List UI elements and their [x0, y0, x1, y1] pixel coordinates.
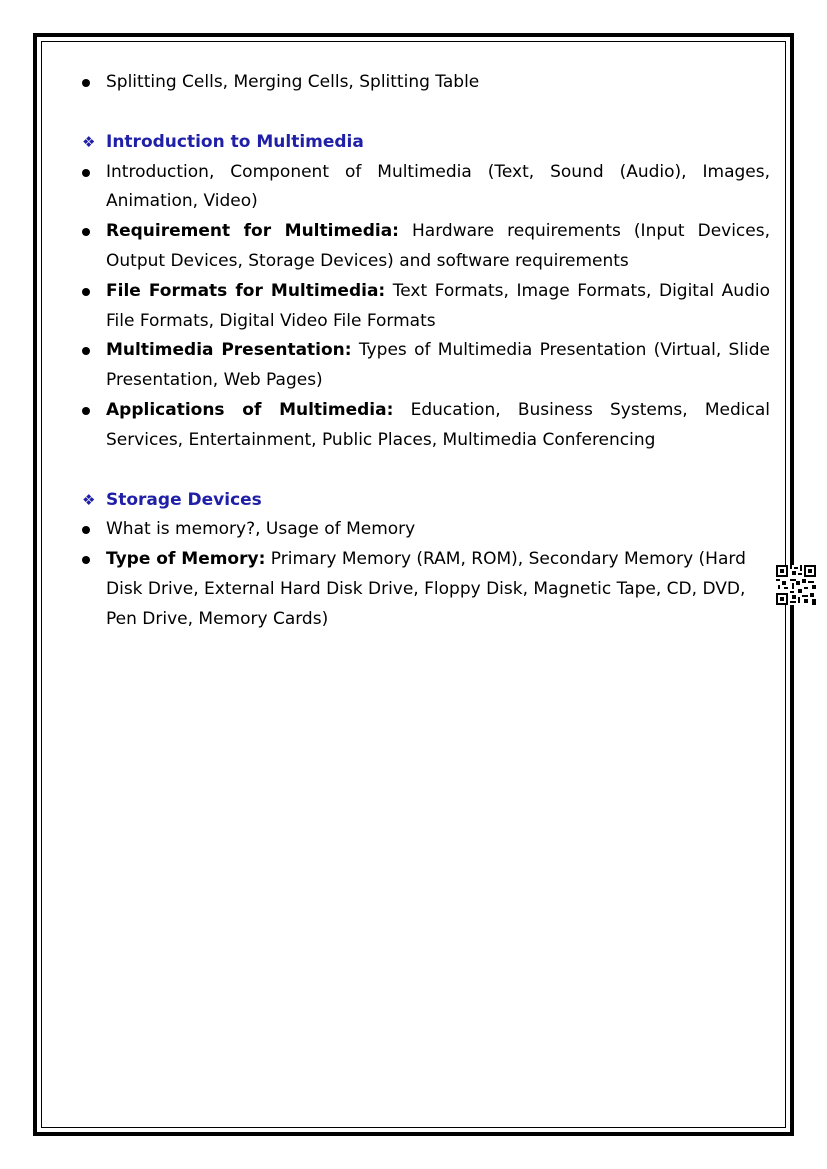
item-bold: File Formats for Multimedia: — [106, 280, 386, 301]
item-text: Text Formats, Image Formats, Digital Audio File Formats, Digital Video File Formats — [106, 280, 770, 331]
list-item — [82, 336, 770, 396]
section-heading — [82, 486, 770, 516]
item-text: Introduction, Component of Multimedia (Text, Sound (Audio), Images, Animation, Video) — [106, 161, 770, 212]
section-storage-devices — [82, 486, 770, 635]
list-item — [82, 68, 770, 98]
section-heading-text: Storage Devices — [106, 489, 262, 510]
item-text: Education, Business Systems, Medical Services, Entertainment, Public Places, Multimedia Conferencing — [106, 399, 770, 450]
section-heading-text: Introduction to Multimedia — [106, 131, 364, 152]
document-content — [82, 68, 770, 665]
qr-code-icon — [776, 565, 816, 605]
item-text: Types of Multimedia Presentation (Virtual, Slide Presentation, Web Pages) — [106, 340, 771, 391]
item-text: Primary Memory (RAM, ROM), Secondary Memory (Hard Disk Drive, External Hard Disk Drive, Floppy Disk, Magnetic Tape, CD, DVD, Pen Drive, Memory Cards) — [106, 549, 746, 629]
bullet-dot-icon — [82, 407, 90, 415]
item-bold: Multimedia Presentation: — [106, 340, 352, 361]
section-multimedia — [82, 128, 770, 456]
item-text: What is memory?, Usage of Memory — [106, 519, 416, 540]
bullet-dot-icon — [82, 228, 90, 236]
item-bold: Applications of Multimedia: — [106, 399, 394, 420]
list-item — [82, 277, 770, 337]
bullet-dot-icon — [82, 347, 90, 355]
item-bold: Type of Memory: — [106, 549, 266, 570]
item-text: Splitting Cells, Merging Cells, Splitting Table — [106, 72, 480, 92]
diamond-cluster-icon: ❖ — [82, 490, 96, 509]
section-table-continued — [82, 68, 770, 98]
list-item — [82, 545, 770, 634]
section-heading — [82, 128, 770, 158]
bullet-dot-icon — [82, 169, 90, 177]
bullet-dot-icon — [82, 288, 90, 296]
item-text: Hardware requirements (Input Devices, Output Devices, Storage Devices) and software requirements — [106, 221, 771, 271]
list-item — [82, 515, 770, 545]
item-bold: Requirement for Multimedia: — [106, 221, 399, 242]
bullet-dot-icon — [82, 526, 90, 534]
list-item — [82, 158, 770, 218]
bullet-dot-icon — [82, 556, 90, 564]
list-item — [82, 217, 770, 277]
list-item — [82, 396, 770, 456]
bullet-dot-icon — [82, 79, 90, 87]
diamond-cluster-icon: ❖ — [82, 132, 96, 151]
